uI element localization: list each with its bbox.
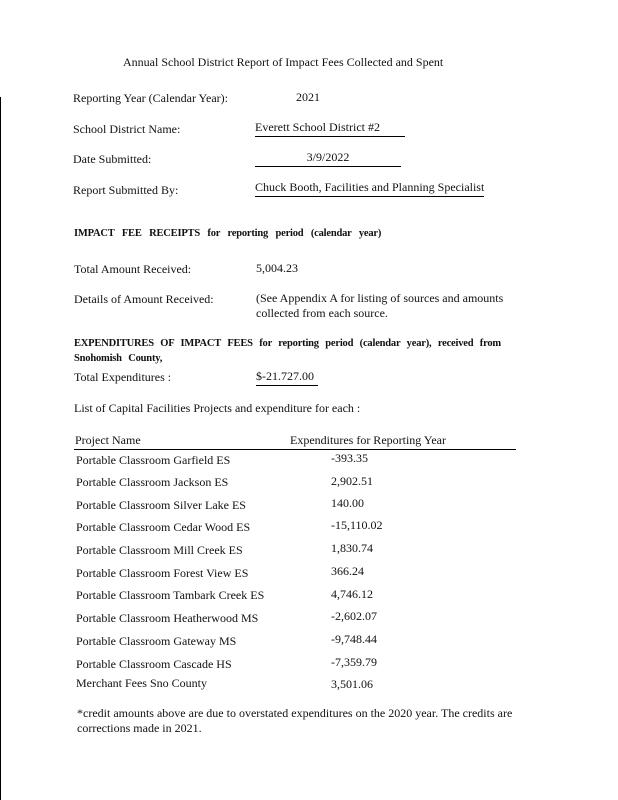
project-name: Portable Classroom Cascade HS [76,657,232,671]
reporting-year-label: Reporting Year (Calendar Year): [73,91,228,105]
district-name-value: Everett School District #2 [255,120,405,137]
project-amount: -15,110.02 [331,518,383,532]
project-name: Portable Classroom Jackson ES [76,475,229,489]
project-amount: -393.35 [331,451,368,465]
expenditures-heading: EXPENDITURES OF IMPACT FEES for reporting period (calendar year), received from Snohomish County, [74,338,501,364]
project-amount: 3,501.06 [331,677,373,691]
project-name: Portable Classroom Cedar Wood ES [76,520,251,534]
project-name: Portable Classroom Garfield ES [76,453,231,467]
project-amount: -2,602.07 [331,609,377,623]
project-list-label: List of Capital Facilities Projects and expenditure for each : [74,401,361,415]
total-expenditures-label: Total Expenditures : [74,370,172,384]
project-amount: -9,748.44 [331,632,377,646]
project-name: Merchant Fees Sno County [76,676,207,690]
details-label: Details of Amount Received: [74,292,214,306]
footnote: *credit amounts above are due to overstated expenditures on the 2020 year. The credits are corrections made in 2021. [77,706,513,735]
table-header-rule [74,449,516,450]
project-amount: 2,902.51 [331,474,373,488]
submitted-by-value: Chuck Booth, Facilities and Planning Specialist [255,180,484,197]
reporting-year-value: 2021 [296,90,320,104]
district-name-label: School District Name: [73,122,181,136]
total-expenditures-value: $-21.727.00 [256,369,318,386]
date-submitted-value: 3/9/2022 [255,150,401,167]
project-amount: 1,830.74 [331,541,373,555]
project-amount: 4,746.12 [331,587,373,601]
project-amount: 140.00 [331,496,364,510]
total-received-label: Total Amount Received: [74,262,192,276]
project-name: Portable Classroom Heatherwood MS [76,611,259,625]
project-name: Portable Classroom Gateway MS [76,634,237,648]
project-name: Portable Classroom Forest View ES [76,566,249,580]
project-amount: 366.24 [331,564,364,578]
project-name: Portable Classroom Silver Lake ES [76,498,246,512]
project-name: Portable Classroom Tambark Creek ES [76,588,265,602]
submitted-by-label: Report Submitted By: [73,183,179,197]
column-header-expenditure: Expenditures for Reporting Year [290,433,446,447]
date-submitted-label: Date Submitted: [73,152,152,166]
project-amount: -7,359.79 [331,655,377,669]
receipts-heading: IMPACT FEE RECEIPTS for reporting period (calendar year) [74,228,382,239]
page-edge-line [0,97,1,800]
column-header-project: Project Name [75,433,141,447]
details-text: (See Appendix A for listing of sources and amounts collected from each source. [256,291,504,320]
total-received-value: 5,004.23 [256,261,298,275]
project-name: Portable Classroom Mill Creek ES [76,543,243,557]
report-title: Annual School District Report of Impact Fees Collected and Spent [123,55,444,69]
